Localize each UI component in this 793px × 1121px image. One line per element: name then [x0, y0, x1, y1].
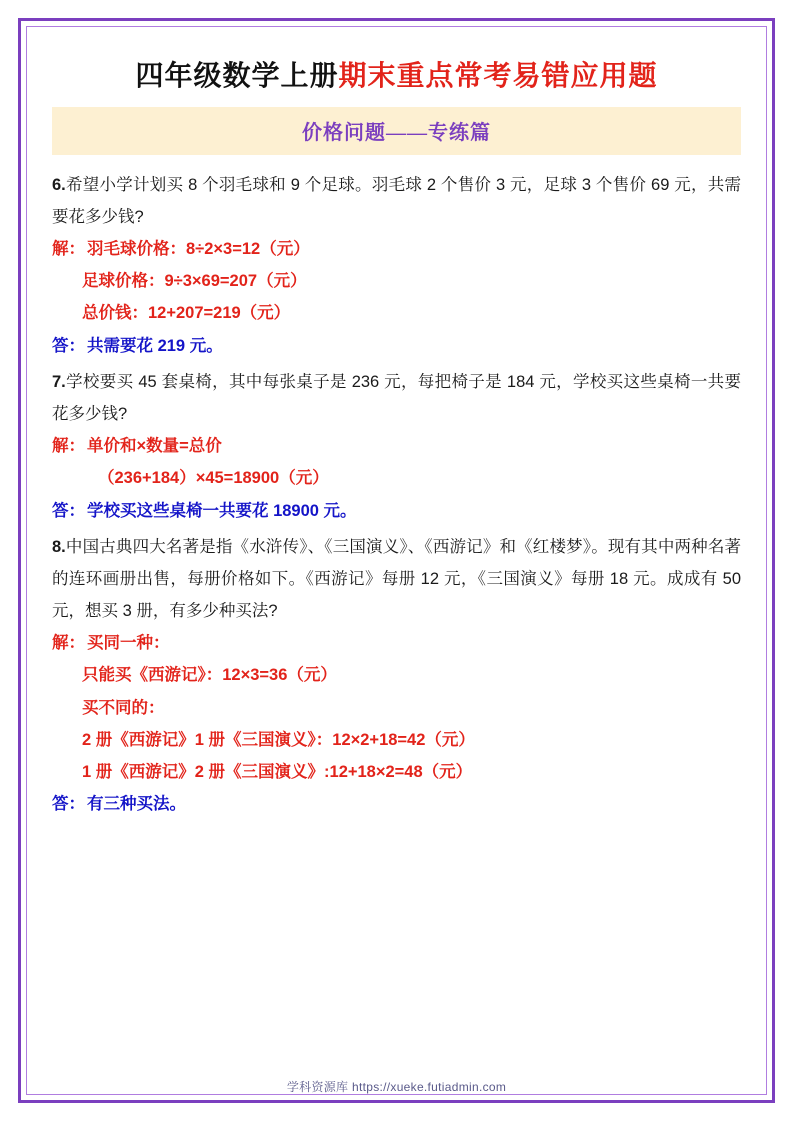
solution-text: 只能买《西游记》：12×3=36（元） [82, 666, 337, 685]
solution-line [52, 430, 741, 462]
solution-line [52, 692, 741, 724]
page-content [34, 34, 759, 1087]
answer-line [52, 495, 741, 527]
answer-line [52, 788, 741, 820]
problem-number: 8. [52, 537, 66, 556]
answer-text: 共需要花 219 元。 [87, 336, 223, 355]
page-title [52, 62, 741, 93]
solution-label: 解： [52, 634, 85, 653]
problem-item [52, 169, 741, 362]
solution-text: （236+184）×45=18900（元） [98, 469, 329, 488]
answer-line [52, 330, 741, 362]
problem-question-text: 中国古典四大名著是指《水浒传》、《三国演义》、《西游记》和《红楼梦》。现有其中两种名著的连环画册出售，每册价格如下。《西游记》每册 12 元，《三国演义》每册 18 元。成成有 50 元，想买 3 册，有多少种买法? [52, 537, 741, 621]
solution-text: 足球价格：9÷3×69=207（元） [82, 272, 307, 291]
answer-text: 学校买这些桌椅一共要花 18900 元。 [87, 501, 357, 520]
solution-text: 羽毛球价格：8÷2×3=12（元） [87, 240, 310, 259]
solution-line [52, 756, 741, 788]
problem-question-text: 学校要买 45 套桌椅，其中每张桌子是 236 元，每把椅子是 184 元，学校买这些桌椅一共要花多少钱? [52, 372, 741, 423]
solution-text: 单价和×数量=总价 [87, 437, 222, 456]
answer-label: 答： [52, 795, 85, 814]
solution-line [52, 233, 741, 265]
answer-label: 答： [52, 336, 85, 355]
problem-question [52, 366, 741, 430]
solution-text: 2 册《西游记》1 册《三国演义》：12×2+18=42（元） [82, 730, 475, 749]
solution-text: 买不同的： [82, 698, 165, 717]
problem-item [52, 531, 741, 821]
page-title-black: 四年级数学上册 [135, 61, 339, 92]
answer-label: 答： [52, 501, 85, 520]
solution-label: 解： [52, 240, 85, 259]
solution-line [52, 265, 741, 297]
problem-question [52, 169, 741, 233]
footer-watermark: 学科资源库 https://xueke.futiadmin.com [286, 1080, 507, 1094]
solution-line [52, 659, 741, 691]
subtitle-text: 价格问题——专练篇 [302, 121, 491, 144]
solution-line [52, 724, 741, 756]
answer-text: 有三种买法。 [87, 795, 186, 814]
problem-number: 6. [52, 175, 66, 194]
solution-text: 1 册《西游记》2 册《三国演义》:12+18×2=48（元） [82, 762, 473, 781]
solution-line [52, 462, 741, 494]
page-title-red: 期末重点常考易错应用题 [338, 61, 658, 92]
solution-text: 总价钱：12+207=219（元） [82, 304, 291, 323]
problem-question-text: 希望小学计划买 8 个羽毛球和 9 个足球。羽毛球 2 个售价 3 元，足球 3 个售价 69 元，共需要花多少钱? [52, 175, 741, 226]
problem-number: 7. [52, 372, 66, 391]
subtitle-banner [52, 107, 741, 155]
problem-question [52, 531, 741, 628]
solution-line [52, 627, 741, 659]
solution-line [52, 297, 741, 329]
solution-label: 解： [52, 437, 85, 456]
solution-text: 买同一种： [87, 634, 170, 653]
problem-item [52, 366, 741, 527]
